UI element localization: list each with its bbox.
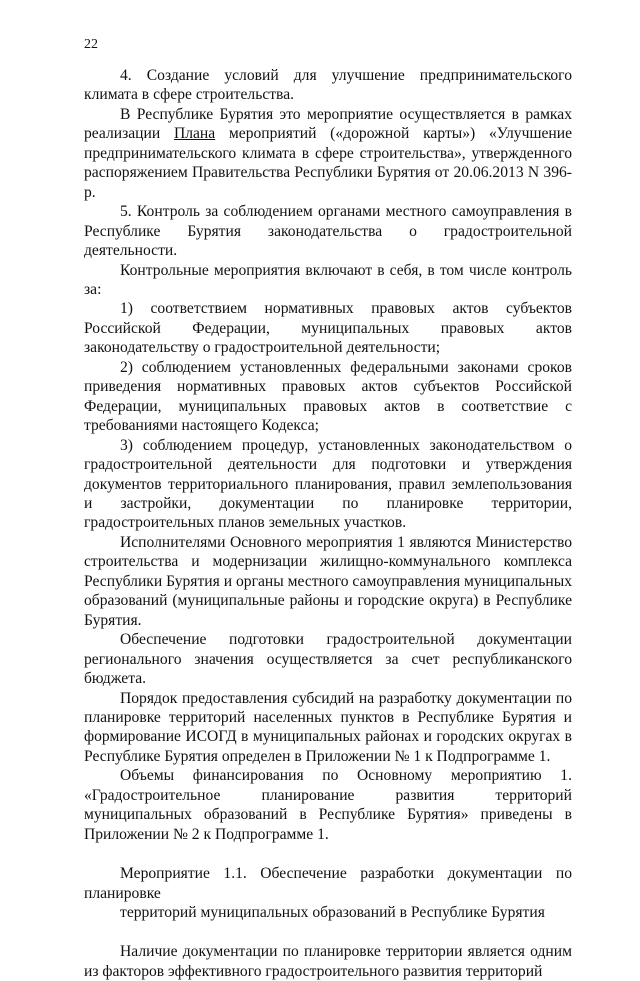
paragraph-funding-source: Обеспечение подготовки градостроительной документации регионального значения осуществляется за счет республиканского бюджета. (84, 631, 572, 688)
paragraph-subsidies: Порядок предоставления субсидий на разработку документации по планировке территорий населенных пунктов в Республике Бурятия и формирование ИСОГД в муниципальных районах и городских округах в Республике Бурятия определен в Приложении № 1 к Подпрограмме 1. (84, 689, 572, 765)
paragraph-financing: Объемы финансирования по Основному мероприятию 1. «Градостроительное планирование развития территорий муниципальных образований в Республике Бурятия» приведены в Приложении № 2 к Подпрограмме 1. (84, 767, 572, 843)
paragraph-item-5: 5. Контроль за соблюдением органами местного самоуправления в Республике Бурятия законодательства о градостроительной деятельности. (84, 203, 572, 260)
paragraph-item-4: 4. Создание условий для улучшение предпринимательского климата в сфере строительства. (84, 67, 572, 104)
plan-link[interactable]: Плана (173, 125, 216, 143)
list-item-2: 2) соблюдением установленных федеральными законами сроков приведения нормативных правовых актов субъектов Российской Федерации, муниципальных правовых актов в соответствие с требованиями настоящего Кодекса; (84, 358, 572, 435)
spacer (84, 844, 572, 864)
paragraph-executors: Исполнителями Основного мероприятия 1 являются Министерство строительства и модернизации жилищно-коммунального комплекса Республики Бурятия и органы местного самоуправления муниципальных образований (муниципальные районы и городские округа) в Республике Бурятия. (84, 533, 572, 629)
section-heading-line-2: территорий муниципальных образований в Республике Бурятия (120, 904, 545, 922)
section-heading-line-1: Мероприятие 1.1. Обеспечение разработки документации по планировке (84, 865, 572, 902)
list-item-3: 3) соблюдением процедур, установленных законодательством о градостроительной деятельности для подготовки и утверждения документов территориального планирования, правил землепользования и застройки, документации по планировке территории, градостроительных планов земельных участков. (84, 436, 572, 532)
paragraph-text: В Республике Бурятия это мероприятие осуществляется в рамках реализации (84, 105, 572, 143)
document-body (84, 66, 572, 981)
paragraph-plan-reference (84, 105, 572, 202)
page-number: 22 (84, 37, 98, 52)
spacer (84, 922, 572, 942)
paragraph-text: мероприятий («дорожной карты») «Улучшение предпринимательского климата в сфере строительства», утвержденного распоряжением Правительства Республики Бурятия от 20.06.2013 N 396-р. (84, 125, 572, 201)
section-heading (84, 864, 572, 922)
paragraph-planning-documentation: Наличие документации по планировке территории является одним из факторов эффективного градостроительного развития территорий (84, 943, 572, 980)
list-item-1: 1) соответствием нормативных правовых актов субъектов Российской Федерации, муниципальных правовых актов законодательству о градостроительной деятельности; (84, 300, 572, 357)
paragraph-control-measures: Контрольные мероприятия включают в себя, в том числе контроль за: (84, 261, 572, 298)
